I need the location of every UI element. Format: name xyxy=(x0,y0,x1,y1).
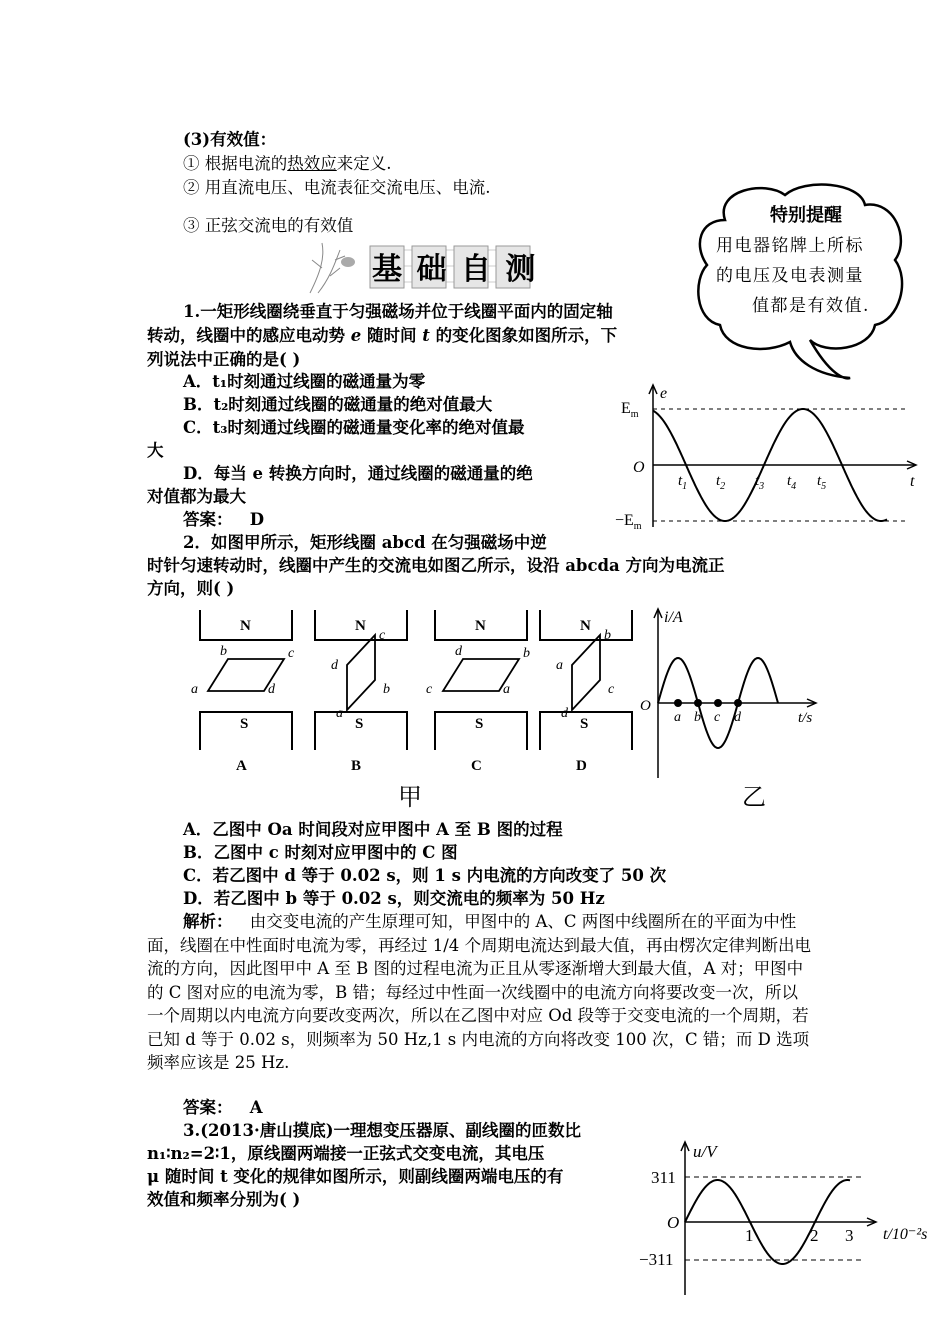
section-item-3: ③ 正弦交流电的有效值 xyxy=(183,216,354,235)
corner-label-d: d xyxy=(331,658,338,673)
q2-point-label-d: d xyxy=(734,710,741,725)
q1-e-label: e xyxy=(660,385,668,402)
south-label: S xyxy=(475,716,484,732)
q2-caption-right: 乙 xyxy=(742,785,766,811)
banner-title: 基 础 自 测 xyxy=(372,252,538,287)
q1-tick-t1: $t_1$ xyxy=(678,473,688,492)
q1-em-label: $E_m$ xyxy=(621,400,639,420)
q1-tick-t3: $t_3$ xyxy=(755,473,765,492)
corner-label-b: b xyxy=(604,628,611,643)
q3-t-label: t/10⁻²s xyxy=(883,1226,928,1243)
q2-option-a: A．乙图中 Oa 时间段对应甲图中 A 至 B 图的过程 xyxy=(183,820,563,839)
corner-label-a: a xyxy=(503,682,510,697)
q2-point-c xyxy=(714,699,722,707)
q1-option-c-1: C．t₃时刻通过线圈的磁通量变化率的绝对值最 xyxy=(183,418,525,437)
q2-point-label-a: a xyxy=(674,710,681,725)
q2-answer: 答案： A xyxy=(183,1098,263,1117)
q3-pos-label: 311 xyxy=(651,1168,676,1187)
q2-point-label-b: b xyxy=(694,710,701,725)
corner-label-d: d xyxy=(268,682,275,697)
q3-stem-4: 效值和频率分别为( ) xyxy=(147,1190,301,1209)
callout-line-2: 的电压及电表测量 xyxy=(716,266,864,286)
q1-neg-em-label: $-E_m$ xyxy=(615,512,642,532)
q1-stem-1: 1.一矩形线圈绕垂直于匀强磁场并位于线圈平面内的固定轴 xyxy=(183,302,613,321)
q1-tick-t5: $t_5$ xyxy=(817,473,827,492)
north-label: N xyxy=(475,618,486,634)
q2-figure xyxy=(180,600,830,820)
q2-point-label-c: c xyxy=(714,710,721,725)
q2-panel-c xyxy=(426,610,530,774)
q2-option-c: C．若乙图中 d 等于 0.02 s，则 1 s 内电流的方向改变了 50 次 xyxy=(183,866,667,885)
q2-i-label: i/A xyxy=(664,609,683,626)
section-item-2: ② 用直流电压、电流表征交流电压、电流. xyxy=(183,178,491,197)
callout-line-1: 用电器铭牌上所标 xyxy=(716,236,864,256)
north-label: N xyxy=(240,618,251,634)
q3-stem-2: n₁∶n₂=2∶1，原线圈两端接一正弦式交变电流，其电压 xyxy=(147,1144,545,1163)
panel-label: B xyxy=(351,758,362,774)
q2-caption-left: 甲 xyxy=(398,785,422,811)
north-label: N xyxy=(355,618,366,634)
corner-label-c: c xyxy=(426,682,433,697)
q2-stem-2: 时针匀速转动时，线圈中产生的交流电如图乙所示，设沿 abcda 方向为电流正 xyxy=(147,556,725,575)
q2-panel-b xyxy=(315,610,407,774)
q3-neg-label: −311 xyxy=(639,1250,674,1269)
q1-tick-t4: $t_4$ xyxy=(787,473,797,492)
q3-stem-3: μ 随时间 t 变化的规律如图所示，则副线圈两端电压的有 xyxy=(147,1167,564,1186)
q3-stem-1: 3.(2013·唐山摸底)一理想变压器原、副线圈的匝数比 xyxy=(183,1121,582,1140)
q3-figure xyxy=(635,1135,945,1300)
q2-stem-1: 2．如图甲所示，矩形线圈 abcd 在匀强磁场中逆 xyxy=(183,533,547,552)
q1-tick-t2: $t_2$ xyxy=(716,473,726,492)
corner-label-c: c xyxy=(288,646,295,661)
panel-label: C xyxy=(471,758,482,774)
panel-label: A xyxy=(236,758,247,774)
corner-label-c: c xyxy=(608,682,615,697)
q3-tick-1: 1 xyxy=(745,1226,754,1245)
q1-option-d-1: D．每当 e 转换方向时，通过线圈的磁通量的绝 xyxy=(183,464,533,483)
q3-u-label: u/V xyxy=(693,1142,717,1161)
q1-stem-3: 列说法中正确的是( ) xyxy=(147,350,301,369)
q2-option-d: D．若乙图中 b 等于 0.02 s，则交流电的频率为 50 Hz xyxy=(183,889,605,908)
q3-tick-3: 3 xyxy=(845,1226,854,1245)
q1-figure xyxy=(615,382,925,532)
q1-option-d-2: 对值都为最大 xyxy=(147,487,246,506)
corner-label-c: c xyxy=(379,628,386,643)
corner-label-b: b xyxy=(220,644,227,659)
section-heading: (3)有效值： xyxy=(183,130,277,149)
coil xyxy=(572,635,600,710)
south-label: S xyxy=(580,716,589,732)
corner-label-d: d xyxy=(455,644,462,659)
q1-t-label: t xyxy=(910,473,915,490)
q2-panel-d xyxy=(540,610,632,774)
corner-label-a: a xyxy=(556,658,563,673)
q2-point-d xyxy=(734,699,742,707)
q1-answer: 答案： D xyxy=(183,510,265,529)
q2-point-b xyxy=(694,699,702,707)
corner-label-a: a xyxy=(336,706,343,721)
south-label: S xyxy=(355,716,364,732)
q1-option-a: A．t₁时刻通过线圈的磁通量为零 xyxy=(183,372,426,391)
corner-label-b: b xyxy=(383,682,390,697)
coil xyxy=(347,635,375,710)
corner-label-d: d xyxy=(561,706,568,721)
south-label: S xyxy=(240,716,249,732)
north-label: N xyxy=(580,618,591,634)
q2-point-a xyxy=(674,699,682,707)
corner-label-b: b xyxy=(523,646,530,661)
q1-origin-label: O xyxy=(633,459,645,476)
q3-origin-label: O xyxy=(667,1213,680,1232)
corner-label-a: a xyxy=(191,682,198,697)
q2-ts-label: t/s xyxy=(798,710,813,726)
q2-option-b: B．乙图中 c 时刻对应甲图中的 C 图 xyxy=(183,843,458,862)
q2-analysis: 解析： 由交变电流的产生原理可知，甲图中的 A、C 两图中线圈所在的平面为中性面，线圈在中性面时电流为零，再经过 1/4 个周期电流达到最大值，再由楞次定律判断出电流的方向，因此图甲中 A 至 B 图的过程电流为正且从零逐渐增大到最大值，A 对；甲图中的 C 图对应的电流为零，B 错；每经过中性面一次线圈中的电流方向将要改变一次，所以一个周期以内电流方向要改变两次，所以在乙图中对应 Od 段等于交变电流的一个周期，若已知 d 等于 0.02 s，则频率为 50 Hz,1 s 内电流的方向将改变 100 次，C 错；而 D 选项频率应该是 25 Hz. xyxy=(147,912,812,1072)
q1-option-c-2: 大 xyxy=(147,441,164,460)
q1-stem-2: 转动，线圈中的感应电动势 e 随时间 t 的变化图象如图所示，下 xyxy=(147,326,618,345)
q2-origin-label: O xyxy=(640,698,651,714)
panel-label: D xyxy=(576,758,587,774)
q2-panel-a xyxy=(191,610,295,774)
section-item-1: ① 根据电流的热效应来定义. xyxy=(183,154,392,173)
callout-title: 特别提醒 xyxy=(770,205,842,226)
callout-line-3: 值都是有效值. xyxy=(752,296,870,316)
q3-tick-2: 2 xyxy=(810,1226,819,1245)
q2-stem-3: 方向，则( ) xyxy=(147,579,235,598)
q1-option-b: B．t₂时刻通过线圈的磁通量的绝对值最大 xyxy=(183,395,493,414)
